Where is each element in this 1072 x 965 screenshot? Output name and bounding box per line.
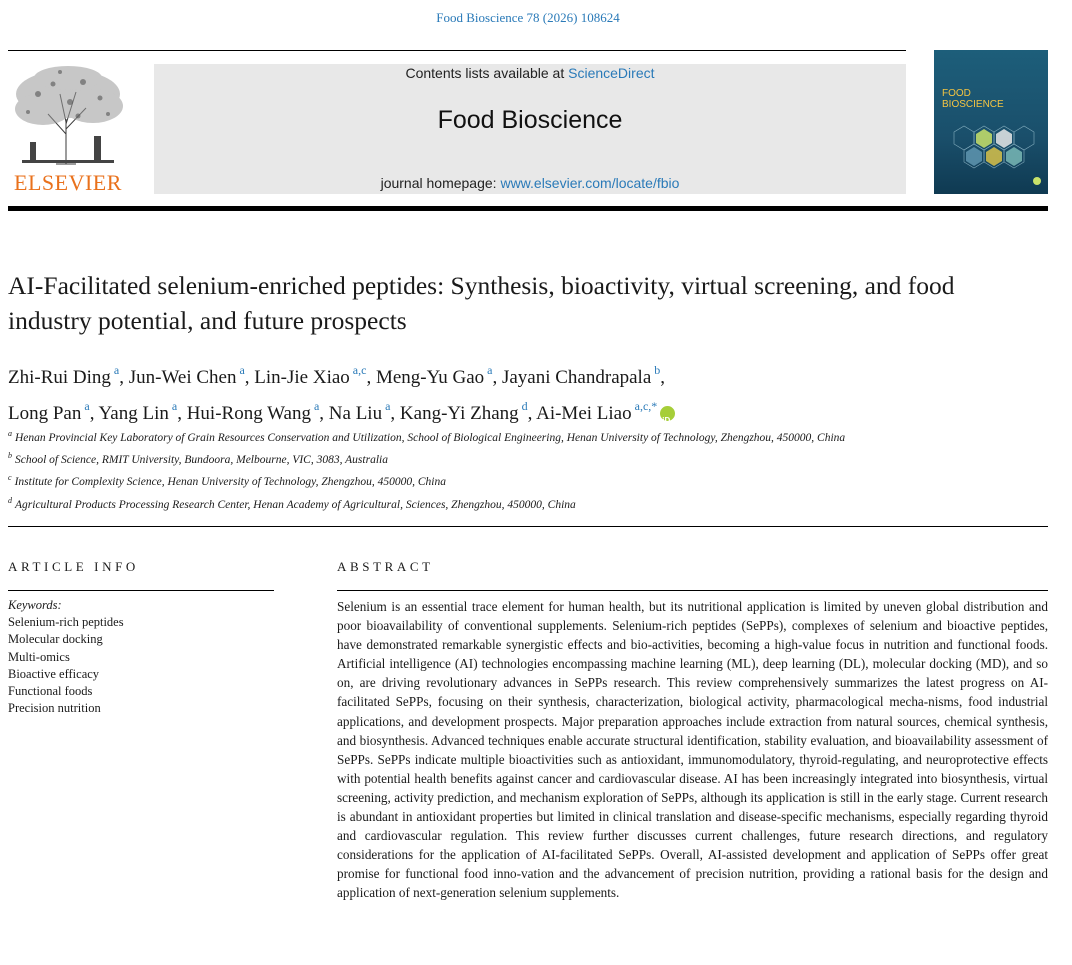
article-info-rule xyxy=(8,590,274,591)
author[interactable]: Lin-Jie Xiao $^{a,c}$ xyxy=(254,363,367,388)
journal-homepage-link[interactable]: www.elsevier.com/locate/fbio xyxy=(500,175,680,191)
author[interactable]: Jayani Chandrapala $^b$ xyxy=(501,363,661,388)
cover-title-line2: BIOSCIENCE xyxy=(942,99,1004,110)
cover-title-line1: FOOD xyxy=(942,88,971,99)
affiliation: $^a$ Henan Provincial Key Laboratory of Grain Resources Conservation and Utilization, School of Biological Engineering, Henan University of Technology, Zhengzhou, 450000, China xyxy=(8,429,846,444)
author[interactable]: Jun-Wei Chen $^a$ xyxy=(128,363,245,388)
homepage-prefix: journal homepage: xyxy=(380,175,501,191)
article-title: AI-Facilitated selenium-enriched peptides: Synthesis, bioactivity, virtual screening, and food industry potential, and future prospects xyxy=(8,271,955,335)
hexagon-pattern-icon xyxy=(934,50,1048,194)
keyword[interactable]: Bioactive efficacy xyxy=(8,666,100,681)
keywords-list xyxy=(8,597,268,717)
masthead-rule xyxy=(8,206,1048,211)
orcid-icon[interactable] xyxy=(660,406,675,421)
sciencedirect-link[interactable]: ScienceDirect xyxy=(568,65,655,81)
elsevier-logo[interactable] xyxy=(8,64,128,196)
author[interactable]: Long Pan $^a$ xyxy=(8,399,90,424)
author[interactable]: Ai-Mei Liao $^{a,c,*}$ xyxy=(536,399,658,424)
keywords-label: Keywords: xyxy=(8,598,62,612)
contents-line xyxy=(154,65,906,81)
author[interactable]: Yang Lin $^a$ xyxy=(98,399,178,424)
homepage-line xyxy=(154,175,906,191)
publisher-name: ELSEVIER xyxy=(14,170,122,195)
article-info-heading: ARTICLE INFO xyxy=(8,559,139,574)
author-list: Zhi-Rui Ding $^a$, Jun-Wei Chen $^a$, Lin-Jie Xiao $^{a,c}$, Meng-Yu Gao $^a$, Jayani Chandrapala $^b$, Long Pan $^a$, Yang Lin $^a$, Hui-Rong Wang $^a$, Na Liu $^a$, Kang-Yi Zhang $^d$, Ai-Mei Liao $^{a,c,*}$iD xyxy=(8,356,1018,428)
affiliation: $^d$ Agricultural Products Processing Research Center, Henan Academy of Agricultural, Sciences, Zhengzhou, 450000, China xyxy=(8,495,576,511)
keyword[interactable]: Selenium-rich peptides xyxy=(8,615,124,630)
keyword[interactable]: Molecular docking xyxy=(8,632,103,647)
section-divider xyxy=(8,526,1048,527)
abstract-text: Selenium is an essential trace element for human health, but its nutritional application is limited by uneven global distribution and poor bioavailability of conventional supplements. Selenium-rich peptides (SePPs), complexes of selenium and bioactive peptides, have demonstrated remarkable synergistic effects and bio-activities, becoming a high-value focus in nutrition and functional foods. Artificial intelligence (AI) technologies encompassing machine learning (ML), deep learning (DL), molecular docking (MD), and so on, are driving revolutionary advances in SePPs research. This review comprehensively summarizes the latest progress on AI-facilitated SePPs, focusing on their synthesis, characterization, biological activity, pharmacological mecha-nisms, food industrial applications, and development prospects. Major preparation approaches include extraction from natural sources, chemical synthesis, and biosynthesis. Advanced techniques enable accurate structural identification, stability evaluation, and bioavailability assessment of SePPs. SePPs indicate multiple bioactivities such as antioxidant, immunomodulatory, thyroid-regulating, and neuroprotective effects with potential health benefits against cancer and cardiovascular disease. AI has been increasingly integrated into biosynthesis, virtual screening, activity prediction, and mechanism exploration of SePPs, although its application is still in the early stage. Current research is abundant in antioxidant properties but limited in clinical translation and disease-specific mechanisms, especially regarding thyroid and cardiovascular regulation. This review further discusses current challenges, future research directions, and regulatory considerations for the application of AI-facilitated SePPs. Overall, AI-assisted development and application of SePPs offer great promise for functional food inno-vation and the advancement of precision nutrition, providing a rational basis for the design and application of next-generation selenium supplements. xyxy=(337,599,1048,901)
journal-banner xyxy=(154,64,906,194)
author[interactable]: Zhi-Rui Ding $^a$ xyxy=(8,363,120,388)
keyword[interactable]: Multi-omics xyxy=(8,649,70,664)
contents-prefix: Contents lists available at xyxy=(405,65,569,81)
affiliation: $^c$ Institute for Complexity Science, Henan University of Technology, Zhengzhou, 450000, China xyxy=(8,473,446,489)
author[interactable]: Meng-Yu Gao $^a$ xyxy=(375,363,493,388)
elsevier-tree-icon xyxy=(8,64,128,168)
journal-cover[interactable] xyxy=(934,50,1048,194)
journal-title: Food Bioscience xyxy=(437,106,623,134)
keyword[interactable]: Precision nutrition xyxy=(8,701,101,716)
abstract-heading: ABSTRACT xyxy=(337,559,434,574)
author[interactable]: Hui-Rong Wang $^a$ xyxy=(186,399,320,424)
author[interactable]: Na Liu $^a$ xyxy=(328,399,391,424)
affiliations xyxy=(8,425,908,514)
header-rule xyxy=(8,50,906,51)
keyword[interactable]: Functional foods xyxy=(8,684,93,699)
abstract-rule xyxy=(337,590,1048,591)
author[interactable]: Kang-Yi Zhang $^d$ xyxy=(399,399,528,424)
affiliation: $^b$ School of Science, RMIT University, Bundoora, Melbourne, VIC, 3083, Australia xyxy=(8,451,388,467)
journal-citation[interactable]: Food Bioscience 78 (2026) 108624 xyxy=(436,10,620,25)
